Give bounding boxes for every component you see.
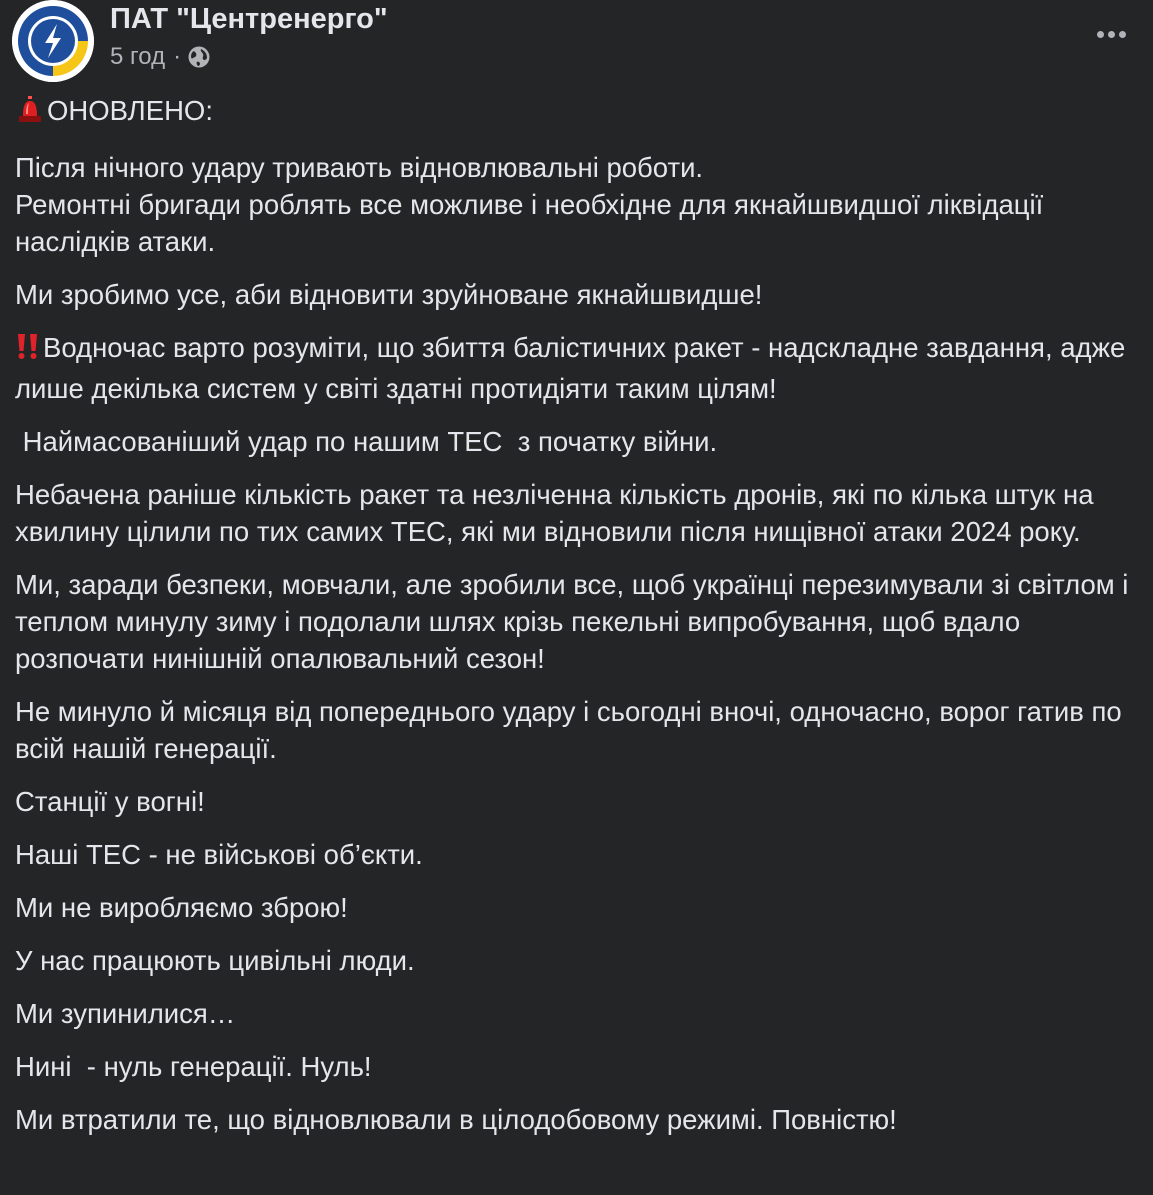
post-text bbox=[15, 92, 1150, 1154]
post-paragraph: Небачена раніше кількість ракет та незліченна кількість дронів, які по кілька штук на хвилину цілили по тих самих ТЕС, які ми відновили після нищівної атаки 2024 року. bbox=[15, 479, 1094, 547]
post-meta bbox=[110, 42, 211, 72]
post-paragraph: Водночас варто розуміти, що збиття балістичних ракет - надскладне завдання, адже лише декілька систем у світі здатні протидіяти таким цілям! bbox=[15, 332, 1126, 404]
post-paragraph: ОНОВЛЕНО: bbox=[15, 92, 1150, 133]
more-options-button[interactable] bbox=[1091, 22, 1131, 46]
siren-icon bbox=[15, 94, 45, 133]
page-avatar[interactable] bbox=[12, 0, 94, 82]
post-paragraph: Ми не виробляємо зброю! bbox=[15, 892, 348, 923]
post-time[interactable]: 5 год bbox=[110, 43, 166, 70]
post-paragraph: У нас працюють цивільні люди. bbox=[15, 945, 415, 976]
more-options-icon bbox=[1097, 31, 1104, 38]
post-paragraph: Ми, заради безпеки, мовчали, але зробили все, щоб українці перезимували зі світлом і теплом минулу зиму і подолали шлях крізь пекельні випробування, щоб вдало розпочати нинішній опалювальний сезон! bbox=[15, 569, 1129, 674]
post-paragraph: Наймасованіший удар по нашим ТЕС з початку війни. bbox=[15, 426, 718, 457]
post-paragraph: Ми втратили те, що відновлювали в цілодобовому режимі. Повністю! bbox=[15, 1104, 897, 1135]
post-paragraph: Не минуло й місяця від попереднього удару і сьогодні вночі, одночасно, ворог гатив по всій нашій генерації. bbox=[15, 696, 1122, 764]
post-paragraph: Після нічного удару тривають відновлювальні роботи. Ремонтні бригади роблять все можливе і необхідне для якнайшвидшої ліквідації наслідків атаки. bbox=[15, 152, 1044, 257]
meta-separator: · bbox=[173, 43, 182, 70]
post-paragraph: Ми зупинилися… bbox=[15, 998, 236, 1029]
post-header bbox=[0, 0, 1153, 90]
double-exclamation-icon bbox=[15, 331, 41, 370]
globe-icon[interactable] bbox=[187, 45, 211, 69]
post-paragraph: Наші ТЕС - не військові об’єкти. bbox=[15, 839, 423, 870]
centrenergo-logo-icon bbox=[12, 0, 94, 82]
post-paragraph: Станції у вогні! bbox=[15, 786, 205, 817]
page-name[interactable]: ПАТ "Центренерго" bbox=[110, 3, 388, 35]
post-paragraph: Ми зробимо усе, аби відновити зруйноване якнайшвидше! bbox=[15, 279, 763, 310]
post-paragraph: Нині - нуль генерації. Нуль! bbox=[15, 1051, 372, 1082]
